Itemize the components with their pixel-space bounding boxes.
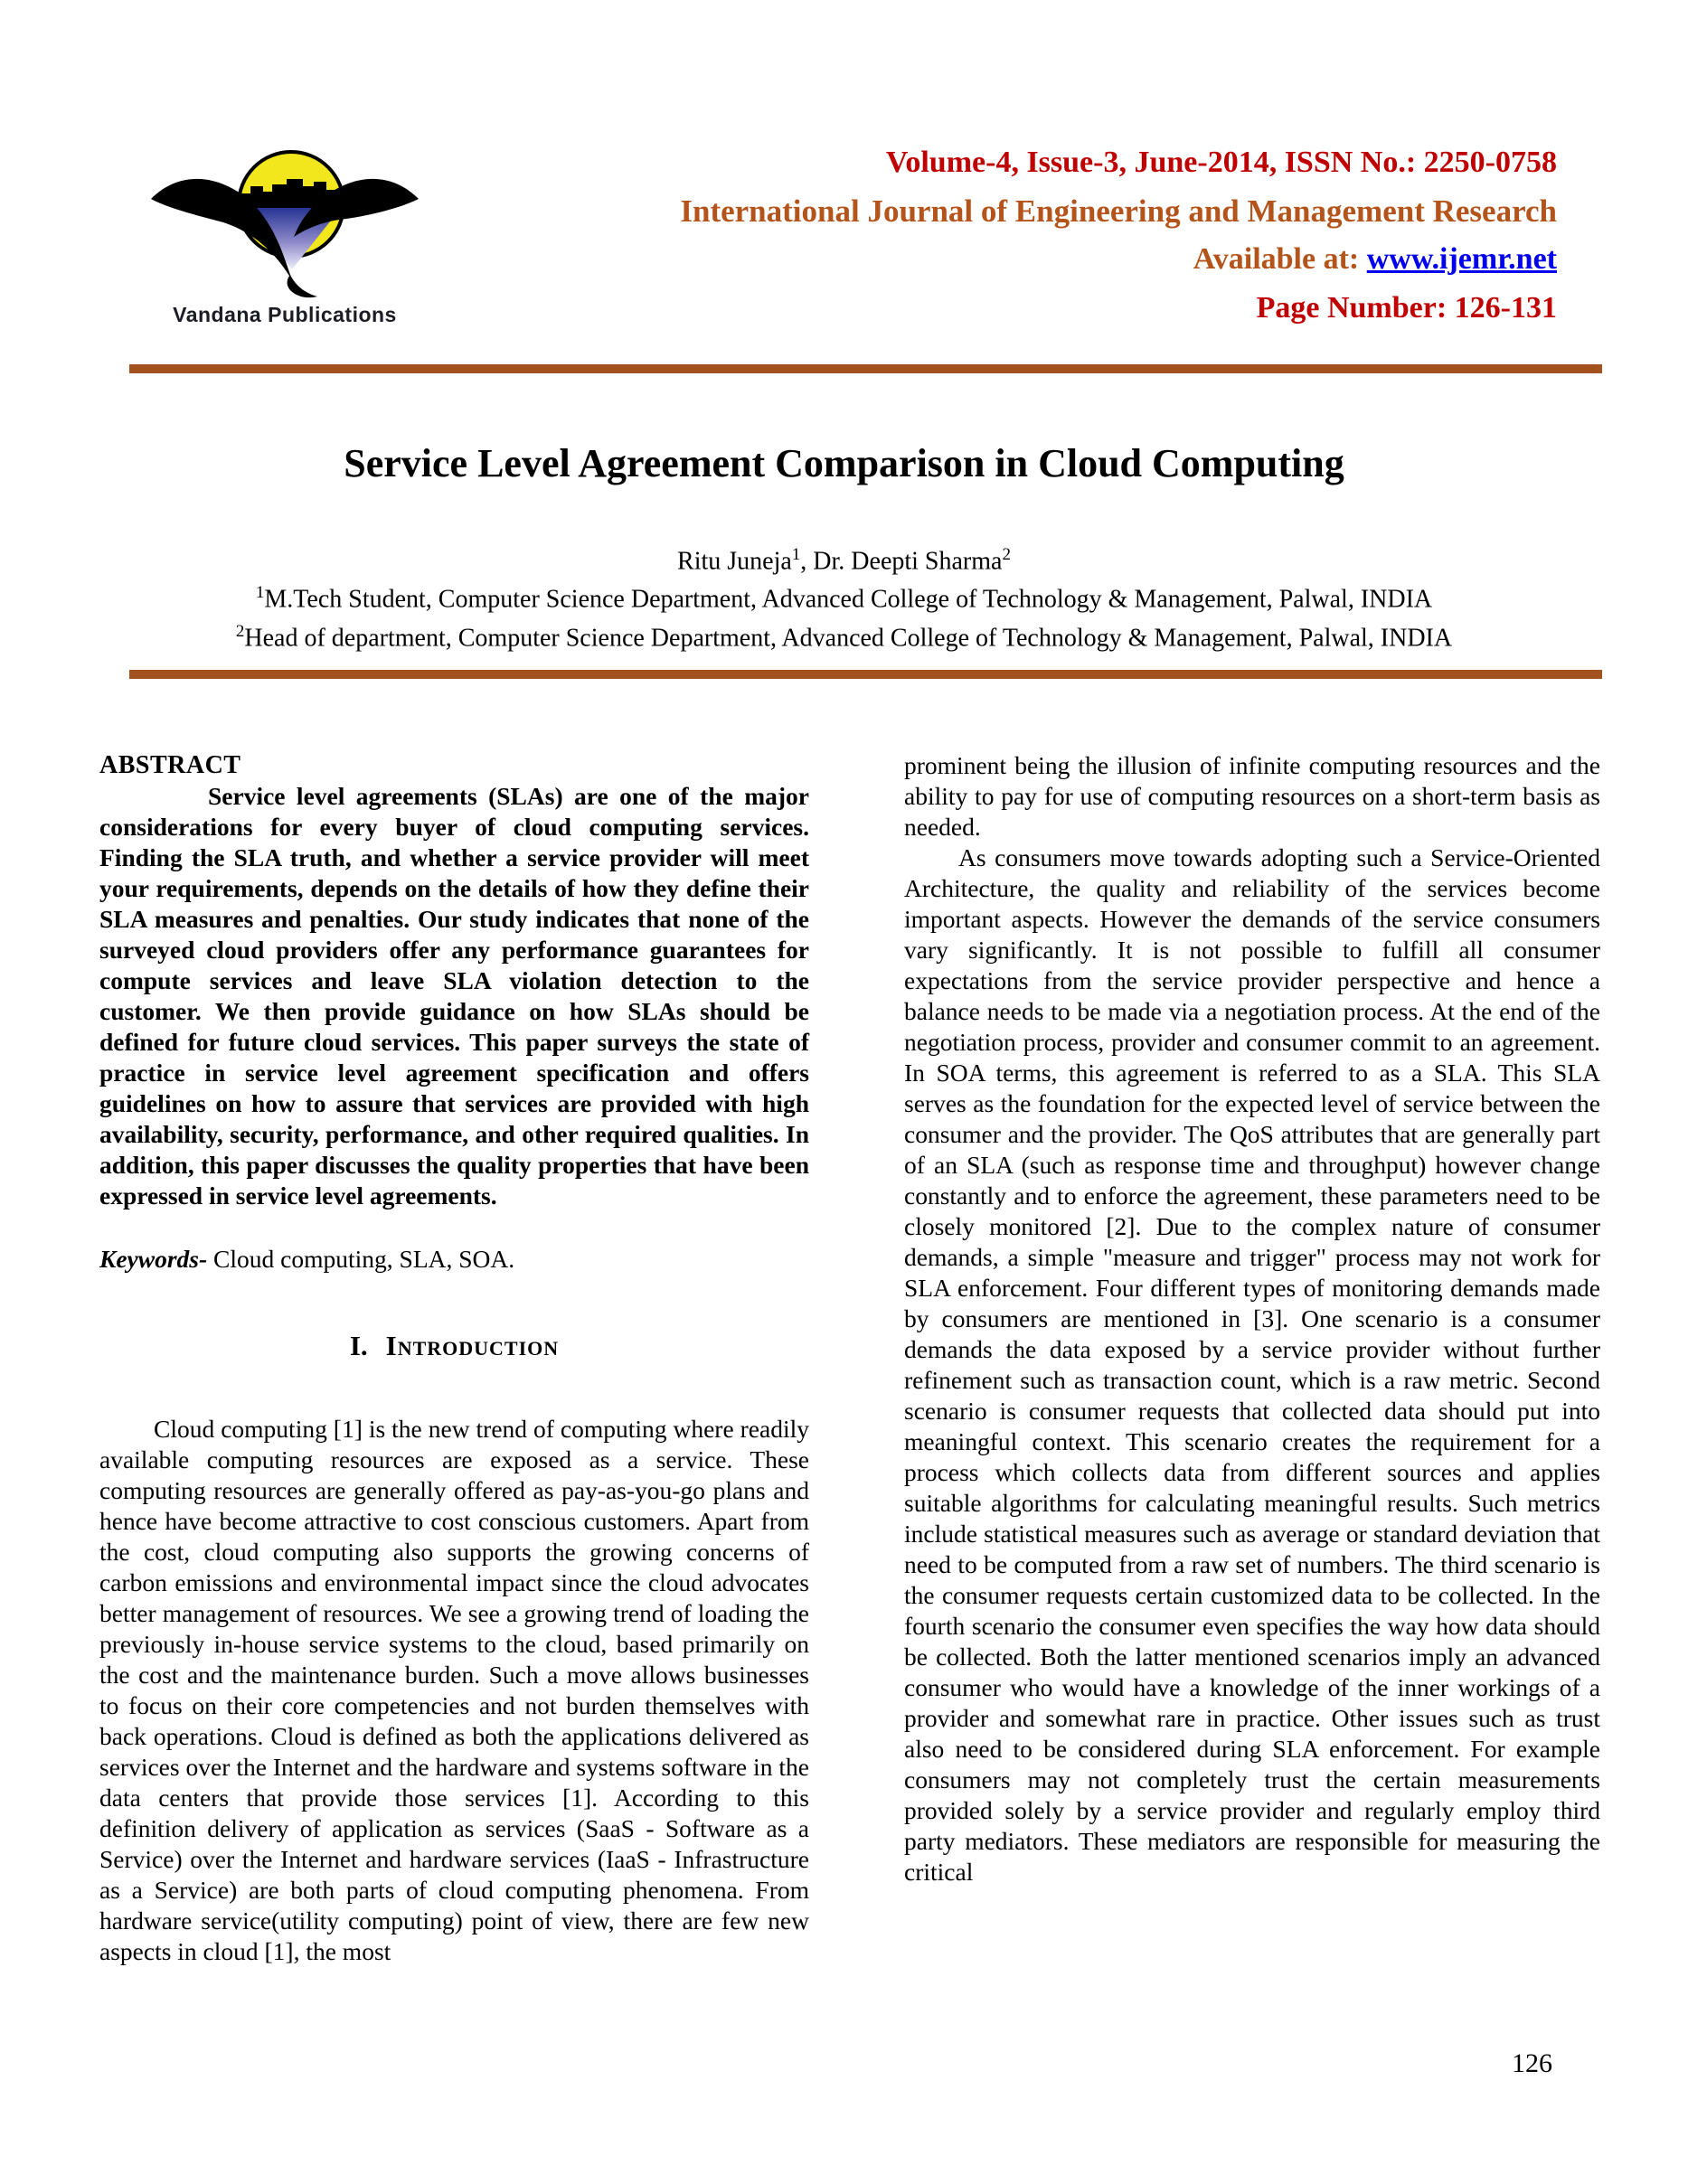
section-heading-introduction [99, 1331, 809, 1361]
affil-marker: 1 [255, 583, 265, 603]
right-column [904, 750, 1600, 1967]
paper-title: Service Level Agreement Comparison in Cloud Computing [344, 441, 1344, 486]
page-number: 126 [1512, 2048, 1552, 2078]
introduction-paragraph-2: As consumers move towards adopting such a Service-Oriented Architecture, the quality and reliability of the services become important aspects. However the demands of the service consumers vary significantly. It is not possible to fulfill all consumer expectations from the service provider perspective and hence a balance needs to be made via a negotiation process. At the end of the negotiation process, provider and consumer commit to an agreement. In SOA terms, this agreement is referred to as a SLA. This SLA serves as the foundation for the expected level of service between the consumer and the provider. The QoS attributes that are generally part of an SLA (such as response time and throughput) however change constantly and to enforce the agreement, these parameters need to be closely monitored [2]. Due to the complex nature of consumer demands, a simple "measure and trigger" process may not work for SLA enforcement. Four different types of monitoring demands made by consumers are mentioned in [3]. One scenario is a consumer demands the data exposed by a service provider without further refinement such as transaction count, which is a raw metric. Second scenario is consumer requests that collected data should put into meaningful context. This scenario creates the requirement for a process which collects data from different sources and applies suitable algorithms for calculating meaningful results. Such metrics include statistical measures such as average or standard deviation that need to be computed from a raw set of numbers. The third scenario is the consumer requests certain customized data to be collected. In the fourth scenario the consumer even specifies the way how data should be collected. Both the latter mentioned scenarios imply an advanced consumer who would have a knowledge of the inner workings of a provider and somewhat rare in practice. Other issues such as trust also need to be considered during SLA enforcement. For example consumers may not completely trust the certain measurements provided solely by a service provider and regularly employ third party mediators. These mediators are responsible for measuring the critical [904, 843, 1600, 1886]
journal-website-link[interactable]: www.ijemr.net [1366, 242, 1557, 277]
authors-line [0, 539, 1688, 577]
affiliation-line [0, 616, 1688, 654]
abstract-paragraph: Service level agreements (SLAs) are one of the major considerations for every buyer of cloud computing services. Finding the SLA truth, and whether a service provider will meet your requirements, depends on the details of how they define their SLA measures and penalties. Our study indicates that none of the surveyed cloud providers offer any performance guarantees for compute services and leave SLA violation detection to the customer. We then provide guidance on how SLAs should be defined for future cloud services. This paper surveys the state of practice in service level agreement specification and offers guidelines on how to assure that services are provided with high availability, security, performance, and other required qualities. In addition, this paper discusses the quality properties that have been expressed in service level agreements. [99, 782, 809, 1210]
title-divider-rule [129, 670, 1602, 679]
page-range-line: Page Number: 126-131 [1256, 291, 1557, 325]
left-column [99, 750, 809, 1967]
volume-issue-line: Volume-4, Issue-3, June-2014, ISSN No.: 2250-0758 [885, 146, 1557, 179]
author-block [0, 539, 1688, 654]
author-name: Dr. Deepti Sharma [813, 547, 1003, 576]
affiliation-text: Head of department, Computer Science Department, Advanced College of Technology & Management, Palwal, INDIA [244, 623, 1453, 652]
masthead [680, 146, 1557, 325]
section-title: Introduction [385, 1330, 560, 1361]
author-name: Ritu Juneja [677, 547, 792, 576]
keywords-line [99, 1244, 809, 1275]
introduction-paragraph-continued: prominent being the illusion of infinite computing resources and the ability to pay for use of computing resources on a short-term basis as needed. [904, 751, 1600, 841]
available-at-label: Available at: [1193, 242, 1367, 277]
publisher-logo [149, 143, 420, 327]
header-divider-rule [129, 364, 1602, 373]
affil-marker: 2 [235, 621, 245, 641]
bird-tail-icon [288, 275, 317, 297]
journal-name: International Journal of Engineering and Management Research [680, 193, 1557, 229]
author-affil-marker: 2 [1002, 545, 1011, 564]
author-separator: , [800, 547, 814, 576]
available-at-line [680, 243, 1557, 276]
article-body [99, 750, 1600, 1967]
affiliation-text: M.Tech Student, Computer Science Department, Advanced College of Technology & Management, Palwal, INDIA [264, 585, 1433, 614]
author-affil-marker: 1 [791, 545, 801, 564]
keywords-label: Keywords- [99, 1245, 208, 1273]
section-number: I. [349, 1330, 368, 1361]
introduction-paragraph-left: Cloud computing [1] is the new trend of computing where readily available computing resources are exposed as a service. These computing resources are generally offered as pay-as-you-go plans and hence have become attractive to cost conscious customers. Apart from the cost, cloud computing also supports the growing concerns of carbon emissions and environmental impact since the cloud advocates better management of resources. We see a growing trend of loading the previously in-house service systems to the cloud, based primarily on the cost and the maintenance burden. Such a move allows businesses to focus on their core competencies and not burden themselves with back operations. Cloud is defined as both the applications delivered as services over the Internet and the hardware and systems software in the data centers that provide those services [1]. According to this definition delivery of application as services (SaaS - Software as a Service) over the Internet and hardware services (IaaS - Infrastructure as a Service) are both parts of cloud computing phenomena. From hardware service(utility computing) point of view, there are few new aspects in cloud [1], the most [99, 1415, 809, 1965]
vandana-logo-icon [149, 143, 420, 301]
affiliation-line [0, 577, 1688, 615]
keywords-text: Cloud computing, SLA, SOA. [207, 1245, 515, 1273]
publisher-name: Vandana Publications [173, 303, 397, 326]
abstract-heading: ABSTRACT [99, 751, 241, 779]
